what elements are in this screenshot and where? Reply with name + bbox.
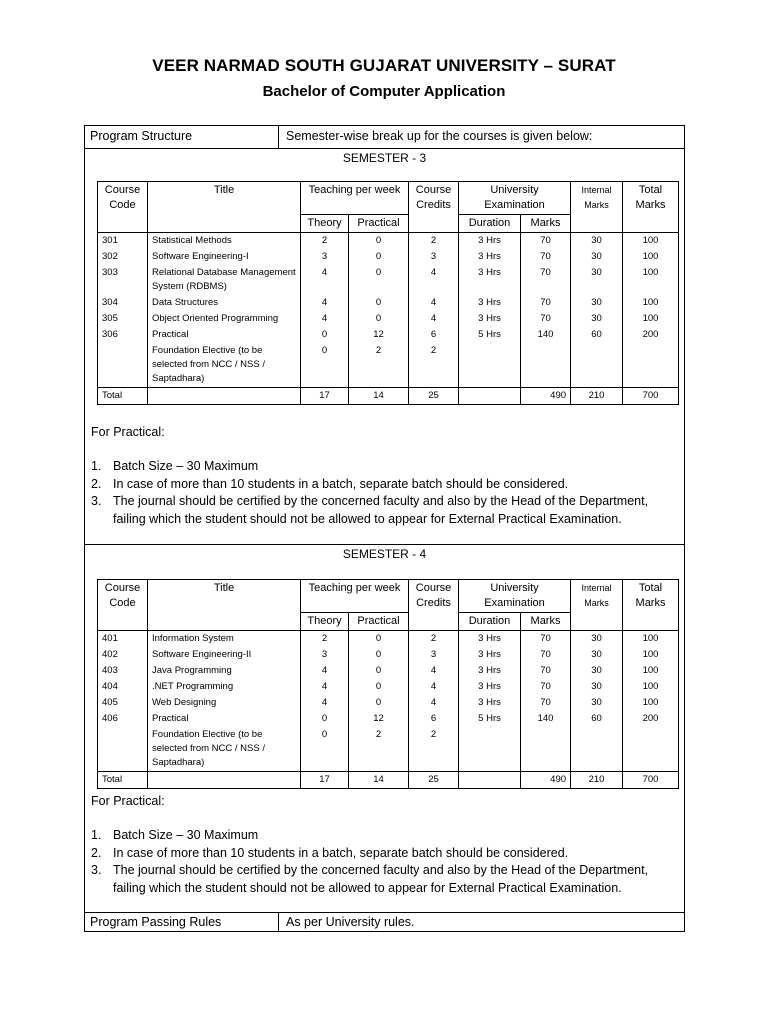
exam-marks xyxy=(521,727,571,772)
total-marks: 100 xyxy=(623,631,679,648)
internal-marks xyxy=(571,343,623,388)
theory-hours: 4 xyxy=(301,311,349,327)
total-marks: 200 xyxy=(623,711,679,727)
exam-marks: 140 xyxy=(521,327,571,343)
exam-marks xyxy=(521,343,571,388)
total-marks: 700 xyxy=(623,388,679,405)
page-subtitle: Bachelor of Computer Application xyxy=(262,83,506,100)
theory-hours: 4 xyxy=(301,663,349,679)
course-code: 304 xyxy=(98,295,148,311)
header-practical: Practical xyxy=(349,215,409,233)
header-total: Total Marks xyxy=(623,580,679,631)
total-marks: 200 xyxy=(623,327,679,343)
course-title: Relational Database Management System (RDBMS) xyxy=(148,265,301,295)
course-credits: 4 xyxy=(409,311,459,327)
practical-hours: 0 xyxy=(349,265,409,295)
exam-duration: 3 Hrs xyxy=(459,311,521,327)
table-total-row xyxy=(98,772,679,789)
course-code: 306 xyxy=(98,327,148,343)
total-marks: 100 xyxy=(623,695,679,711)
table-cell xyxy=(148,772,301,789)
practical-note-text: Batch Size – 30 Maximum xyxy=(113,828,259,842)
internal-marks: 30 xyxy=(571,233,623,250)
total-marks: 100 xyxy=(623,647,679,663)
table-row xyxy=(98,233,679,250)
practical-hours: 2 xyxy=(349,727,409,772)
course-title: Statistical Methods xyxy=(148,233,301,250)
program-structure-label: Program Structure xyxy=(90,129,193,143)
total-internal: 210 xyxy=(571,772,623,789)
practical-hours: 0 xyxy=(349,311,409,327)
total-practical: 14 xyxy=(349,772,409,789)
exam-duration: 3 Hrs xyxy=(459,695,521,711)
course-code xyxy=(98,343,148,388)
table-row xyxy=(98,265,679,295)
theory-hours: 0 xyxy=(301,727,349,772)
header-duration: Duration xyxy=(459,613,521,631)
header-internal: Internal Marks xyxy=(571,580,623,631)
course-code xyxy=(98,727,148,772)
exam-marks: 70 xyxy=(521,265,571,295)
practical-hours: 0 xyxy=(349,233,409,250)
total-marks xyxy=(623,343,679,388)
course-credits: 2 xyxy=(409,343,459,388)
header-theory: Theory xyxy=(301,215,349,233)
exam-marks: 70 xyxy=(521,663,571,679)
exam-duration: 3 Hrs xyxy=(459,663,521,679)
exam-duration: 5 Hrs xyxy=(459,327,521,343)
course-credits: 4 xyxy=(409,679,459,695)
table-row xyxy=(98,695,679,711)
list-number: 2. xyxy=(91,845,102,860)
exam-duration: 3 Hrs xyxy=(459,647,521,663)
divider xyxy=(278,912,279,932)
divider xyxy=(85,912,684,913)
practical-note-item xyxy=(91,493,676,528)
course-title: Information System xyxy=(148,631,301,648)
total-marks: 100 xyxy=(623,249,679,265)
table-row xyxy=(98,327,679,343)
total-marks: 100 xyxy=(623,233,679,250)
list-number: 1. xyxy=(91,459,102,473)
practical-note-text: The journal should be certified by the concerned faculty and also by the Head of the Department, failing which the student should not be allowed to appear for External Practical Examination. xyxy=(113,863,649,895)
header-theory: Theory xyxy=(301,613,349,631)
practical-note-text: In case of more than 10 students in a batch, separate batch should be considered. xyxy=(113,476,569,491)
practical-list xyxy=(91,827,676,897)
header-title: Title xyxy=(148,182,301,233)
course-title: Foundation Elective (to be selected from NCC / NSS / Saptadhara) xyxy=(148,727,301,772)
course-credits: 2 xyxy=(409,631,459,648)
exam-duration: 3 Hrs xyxy=(459,249,521,265)
course-credits: 4 xyxy=(409,663,459,679)
table-row xyxy=(98,295,679,311)
table-row xyxy=(98,311,679,327)
table-row xyxy=(98,249,679,265)
internal-marks: 30 xyxy=(571,295,623,311)
exam-marks: 70 xyxy=(521,295,571,311)
practical-note-item xyxy=(91,845,676,863)
table-row xyxy=(98,663,679,679)
course-credits: 2 xyxy=(409,727,459,772)
internal-marks: 30 xyxy=(571,679,623,695)
table-cell xyxy=(459,388,521,405)
header-title: Title xyxy=(148,580,301,631)
program-structure-value: Semester-wise break up for the courses is given below: xyxy=(286,129,593,143)
course-credits: 3 xyxy=(409,647,459,663)
header-marks: Marks xyxy=(521,613,571,631)
table-cell xyxy=(148,388,301,405)
exam-duration xyxy=(459,727,521,772)
course-code: 303 xyxy=(98,265,148,295)
course-table xyxy=(97,181,679,405)
header-practical: Practical xyxy=(349,613,409,631)
course-code: 305 xyxy=(98,311,148,327)
list-number: 1. xyxy=(91,828,102,842)
course-title: Java Programming xyxy=(148,663,301,679)
internal-marks: 60 xyxy=(571,327,623,343)
exam-marks: 140 xyxy=(521,711,571,727)
exam-duration: 5 Hrs xyxy=(459,711,521,727)
header-marks: Marks xyxy=(521,215,571,233)
course-table xyxy=(97,579,679,789)
theory-hours: 4 xyxy=(301,295,349,311)
course-credits: 6 xyxy=(409,711,459,727)
course-title: Practical xyxy=(148,327,301,343)
header-duration: Duration xyxy=(459,215,521,233)
course-code: 401 xyxy=(98,631,148,648)
total-practical: 14 xyxy=(349,388,409,405)
course-title: Web Designing xyxy=(148,695,301,711)
theory-hours: 0 xyxy=(301,327,349,343)
practical-note-text: Batch Size – 30 Maximum xyxy=(113,459,259,473)
exam-marks: 70 xyxy=(521,631,571,648)
table-row xyxy=(98,631,679,648)
total-marks: 100 xyxy=(623,679,679,695)
table-row xyxy=(98,343,679,388)
table-row xyxy=(98,711,679,727)
practical-note-text: In case of more than 10 students in a batch, separate batch should be considered. xyxy=(113,845,569,860)
internal-marks: 30 xyxy=(571,695,623,711)
total-label: Total xyxy=(98,388,148,405)
total-label: Total xyxy=(98,772,148,789)
internal-marks: 30 xyxy=(571,249,623,265)
exam-marks: 70 xyxy=(521,679,571,695)
exam-duration xyxy=(459,343,521,388)
theory-hours: 3 xyxy=(301,249,349,265)
exam-duration: 3 Hrs xyxy=(459,265,521,295)
exam-duration: 3 Hrs xyxy=(459,233,521,250)
course-code: 301 xyxy=(98,233,148,250)
course-title: Software Engineering-II xyxy=(148,647,301,663)
header-total: Total Marks xyxy=(623,182,679,233)
header-exam: University Examination xyxy=(459,182,571,215)
course-title: Foundation Elective (to be selected from NCC / NSS / Saptadhara) xyxy=(148,343,301,388)
semester-title: SEMESTER - 3 xyxy=(342,151,427,165)
practical-note-item xyxy=(91,458,676,476)
exam-duration: 3 Hrs xyxy=(459,295,521,311)
theory-hours: 0 xyxy=(301,343,349,388)
exam-marks: 70 xyxy=(521,647,571,663)
table-header-row xyxy=(98,580,679,613)
course-title: Data Structures xyxy=(148,295,301,311)
course-credits: 2 xyxy=(409,233,459,250)
internal-marks: 30 xyxy=(571,631,623,648)
total-exam-marks: 490 xyxy=(521,772,571,789)
total-internal: 210 xyxy=(571,388,623,405)
table-header-row xyxy=(98,182,679,215)
course-title: Practical xyxy=(148,711,301,727)
internal-marks: 60 xyxy=(571,711,623,727)
total-marks xyxy=(623,727,679,772)
practical-hours: 0 xyxy=(349,631,409,648)
course-code: 403 xyxy=(98,663,148,679)
internal-marks: 30 xyxy=(571,663,623,679)
total-credits: 25 xyxy=(409,388,459,405)
header-course-code: Course Code xyxy=(98,182,148,233)
internal-marks xyxy=(571,727,623,772)
total-marks: 100 xyxy=(623,295,679,311)
course-code: 404 xyxy=(98,679,148,695)
course-title: .NET Programming xyxy=(148,679,301,695)
course-credits: 4 xyxy=(409,295,459,311)
practical-hours: 0 xyxy=(349,679,409,695)
total-exam-marks: 490 xyxy=(521,388,571,405)
practical-note-item xyxy=(91,862,676,897)
practical-hours: 0 xyxy=(349,295,409,311)
practical-hours: 12 xyxy=(349,711,409,727)
theory-hours: 2 xyxy=(301,233,349,250)
practical-note-item xyxy=(91,827,676,845)
exam-duration: 3 Hrs xyxy=(459,631,521,648)
theory-hours: 2 xyxy=(301,631,349,648)
internal-marks: 30 xyxy=(571,647,623,663)
header-exam: University Examination xyxy=(459,580,571,613)
practical-list xyxy=(91,458,676,528)
total-theory: 17 xyxy=(301,772,349,789)
divider xyxy=(85,544,684,545)
table-row xyxy=(98,727,679,772)
theory-hours: 4 xyxy=(301,695,349,711)
total-marks: 100 xyxy=(623,663,679,679)
header-credits: Course Credits xyxy=(409,182,459,233)
total-marks: 700 xyxy=(623,772,679,789)
exam-marks: 70 xyxy=(521,249,571,265)
exam-duration: 3 Hrs xyxy=(459,679,521,695)
practical-note-item xyxy=(91,476,676,494)
practical-hours: 0 xyxy=(349,249,409,265)
course-credits: 4 xyxy=(409,265,459,295)
header-credits: Course Credits xyxy=(409,580,459,631)
page-title: VEER NARMAD SOUTH GUJARAT UNIVERSITY – SURAT xyxy=(152,56,616,75)
header-teaching: Teaching per week xyxy=(301,182,409,215)
course-code: 302 xyxy=(98,249,148,265)
header-course-code: Course Code xyxy=(98,580,148,631)
divider xyxy=(85,148,684,149)
practical-hours: 0 xyxy=(349,647,409,663)
table-cell xyxy=(459,772,521,789)
course-title: Software Engineering-I xyxy=(148,249,301,265)
practical-hours: 12 xyxy=(349,327,409,343)
list-number: 2. xyxy=(91,476,102,491)
practical-notes xyxy=(91,794,676,897)
header-internal: Internal Marks xyxy=(571,182,623,233)
total-credits: 25 xyxy=(409,772,459,789)
practical-notes xyxy=(91,425,676,528)
semester-title: SEMESTER - 4 xyxy=(342,547,427,561)
exam-marks: 70 xyxy=(521,311,571,327)
internal-marks: 30 xyxy=(571,265,623,295)
course-code: 402 xyxy=(98,647,148,663)
passing-rules-value: As per University rules. xyxy=(286,915,415,929)
theory-hours: 4 xyxy=(301,679,349,695)
theory-hours: 4 xyxy=(301,265,349,295)
internal-marks: 30 xyxy=(571,311,623,327)
course-credits: 4 xyxy=(409,695,459,711)
course-code: 405 xyxy=(98,695,148,711)
program-structure-frame xyxy=(84,125,685,932)
practical-heading: For Practical: xyxy=(91,794,165,808)
course-credits: 3 xyxy=(409,249,459,265)
list-number: 3. xyxy=(91,494,102,508)
practical-hours: 0 xyxy=(349,663,409,679)
table-row xyxy=(98,679,679,695)
course-code: 406 xyxy=(98,711,148,727)
list-number: 3. xyxy=(91,863,102,877)
header-teaching: Teaching per week xyxy=(301,580,409,613)
theory-hours: 3 xyxy=(301,647,349,663)
total-marks: 100 xyxy=(623,265,679,295)
course-title: Object Oriented Programming xyxy=(148,311,301,327)
practical-hours: 0 xyxy=(349,695,409,711)
practical-heading: For Practical: xyxy=(91,425,165,439)
total-marks: 100 xyxy=(623,311,679,327)
exam-marks: 70 xyxy=(521,233,571,250)
table-total-row xyxy=(98,388,679,405)
practical-note-text: The journal should be certified by the concerned faculty and also by the Head of the Department, failing which the student should not be allowed to appear for External Practical Examination. xyxy=(113,494,649,526)
passing-rules-label: Program Passing Rules xyxy=(90,915,222,929)
total-theory: 17 xyxy=(301,388,349,405)
course-credits: 6 xyxy=(409,327,459,343)
divider xyxy=(278,126,279,148)
exam-marks: 70 xyxy=(521,695,571,711)
table-row xyxy=(98,647,679,663)
practical-hours: 2 xyxy=(349,343,409,388)
theory-hours: 0 xyxy=(301,711,349,727)
